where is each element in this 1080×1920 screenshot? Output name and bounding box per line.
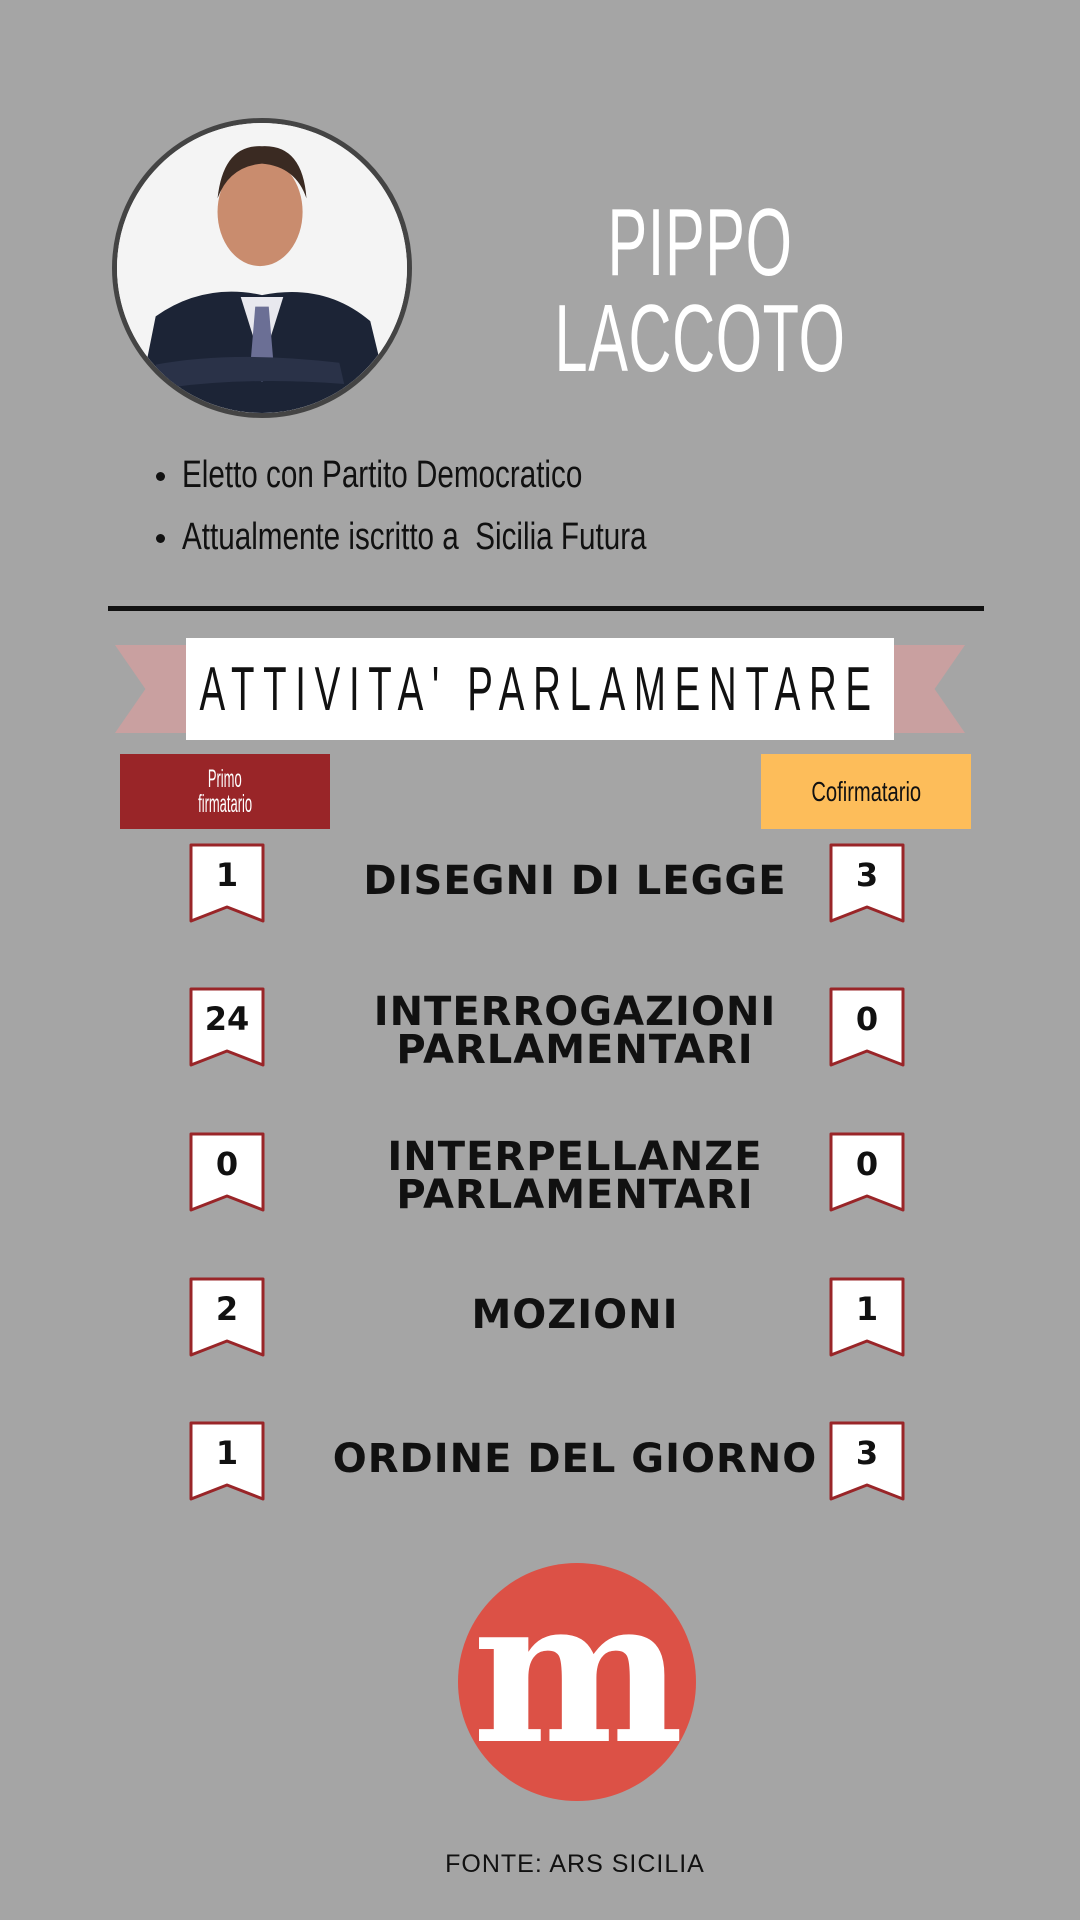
activity-label: DISEGNI DI LEGGE	[363, 858, 787, 904]
primo-count: 1	[215, 1434, 239, 1472]
section-title: ATTIVITA' PARLAMENTARE	[199, 654, 881, 724]
cofirmatario-count-flag	[829, 987, 905, 1069]
ribbon-tail-right	[885, 645, 965, 733]
activity-label: MOZIONI	[471, 1292, 679, 1338]
divider	[108, 606, 984, 611]
primo-count: 2	[215, 1290, 239, 1328]
cofirmatario-count-flag	[829, 1277, 905, 1359]
activity-label: ORDINE DEL GIORNO	[332, 1436, 818, 1482]
logo-letter: m	[472, 1563, 684, 1789]
column-header-cofirmatario: Cofirmatario	[761, 754, 971, 829]
primo-count-flag	[189, 1277, 265, 1359]
cofirmatario-count: 3	[855, 1434, 879, 1472]
m-logo-icon	[458, 1563, 696, 1801]
cofirmatario-count-flag	[829, 1421, 905, 1503]
ribbon-tail-left	[115, 645, 195, 733]
primo-count-flag	[189, 843, 265, 925]
column-header-primo: Primo firmatario	[120, 754, 330, 829]
primo-count-flag	[189, 987, 265, 1069]
cofirmatario-count: 0	[855, 1000, 879, 1038]
cofirmatario-count: 0	[855, 1145, 879, 1183]
primo-count-flag	[189, 1132, 265, 1214]
activity-label: INTERROGAZIONI PARLAMENTARI	[373, 989, 777, 1073]
party-current: Attualmente iscritto a Sicilia Futura	[150, 510, 778, 572]
profile-photo	[112, 118, 412, 418]
cofirmatario-count: 1	[855, 1290, 879, 1328]
source-credit: FONTE: ARS SICILIA	[445, 1850, 705, 1878]
cofirmatario-count-flag	[829, 843, 905, 925]
primo-count: 1	[215, 856, 239, 894]
profile-bullets	[150, 448, 778, 572]
primo-count: 24	[204, 1000, 250, 1038]
brand-logo	[458, 1563, 696, 1801]
cofirmatario-count-flag	[829, 1132, 905, 1214]
cofirmatario-count: 3	[855, 856, 879, 894]
activity-label: INTERPELLANZE PARLAMENTARI	[387, 1134, 763, 1218]
primo-count-flag	[189, 1421, 265, 1503]
party-elected: Eletto con Partito Democratico	[150, 448, 778, 510]
primo-count: 0	[215, 1145, 239, 1183]
politician-name: PIPPO LACCOTO	[554, 189, 846, 392]
section-title-banner	[186, 638, 894, 740]
person-portrait-image	[117, 123, 407, 413]
